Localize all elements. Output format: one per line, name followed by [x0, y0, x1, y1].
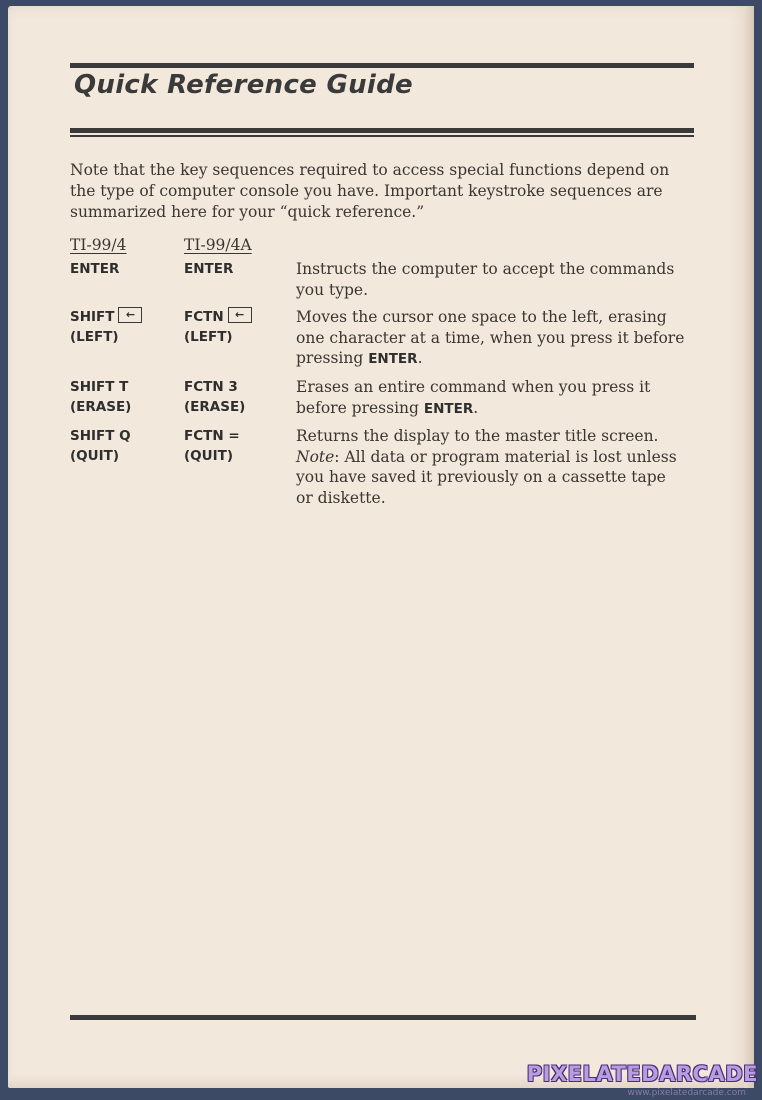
ti994a-key: [184, 426, 240, 466]
ti994a-key-label: FCTN: [184, 309, 224, 325]
ti994-key-label: SHIFT Q: [70, 428, 131, 444]
ti994a-key: [184, 259, 233, 279]
ti994a-key-function: (LEFT): [184, 329, 233, 345]
watermark-url: www.pixelatedarcade.com: [627, 1088, 746, 1098]
ti994-key-label: ENTER: [70, 261, 120, 277]
ti994-key: [70, 377, 131, 417]
ti994a-key-label: FCTN =: [184, 428, 240, 444]
description-text-end: .: [473, 398, 479, 417]
page-title: Quick Reference Guide: [74, 70, 413, 100]
row-description: [296, 259, 686, 300]
description-text-end: : All data or program material is lost unless you have saved it previously on a cassette tape or diskette.: [296, 447, 677, 507]
description-text: Instructs the computer to accept the commands you type.: [296, 260, 675, 299]
ti994a-key-label: FCTN 3: [184, 379, 238, 395]
ti994-key: [70, 426, 131, 466]
ti994-key: [70, 307, 142, 347]
ti994a-key-label: ENTER: [184, 261, 234, 277]
ti994-key: [70, 259, 119, 279]
ti994a-key: [184, 377, 245, 417]
ti994-key-function: (LEFT): [70, 329, 119, 345]
description-text-end: .: [417, 349, 423, 367]
intro-paragraph: Note that the key sequences required to access special functions depend on the type of computer console you have. Important keystroke sequences are summarized here for your “quick reference.”: [70, 161, 670, 221]
description-text: Erases an entire command when you press it before pressing: [296, 378, 651, 417]
description-key: ENTER: [423, 400, 474, 417]
footer-rule: [70, 1015, 696, 1020]
ti994-key-function: (ERASE): [70, 399, 132, 415]
description-text: Returns the display to the master title screen.: [296, 427, 659, 445]
description-key: ENTER: [368, 351, 418, 367]
ti994a-key: [184, 307, 252, 347]
ti994a-key-function: (QUIT): [184, 448, 234, 464]
ti994-key-label: SHIFT: [70, 309, 115, 325]
page-edge: [744, 6, 754, 1088]
ti994-key-function: (QUIT): [70, 448, 120, 464]
ti994-key-label: SHIFT T: [70, 379, 129, 395]
description-note: Note: [296, 447, 335, 466]
header-bottom-rule-thin: [70, 135, 694, 137]
row-description: [296, 426, 686, 508]
watermark-logo: PIXELATEDARCADE: [526, 1062, 758, 1086]
header-bottom-rule: [70, 128, 694, 133]
ti994a-key-function: (ERASE): [184, 399, 246, 415]
column-header-ti994: TI-99/4: [70, 236, 127, 254]
row-description: [296, 377, 686, 419]
description-text: Moves the cursor one space to the left, erasing one character at a time, when you press it before pressing: [296, 308, 685, 367]
row-description: [296, 307, 686, 370]
header-top-rule: [70, 63, 694, 68]
column-header-ti994a: TI-99/4A: [184, 236, 252, 254]
left-arrow-key-icon: ←: [118, 307, 142, 323]
left-arrow-key-icon: ←: [228, 307, 252, 323]
